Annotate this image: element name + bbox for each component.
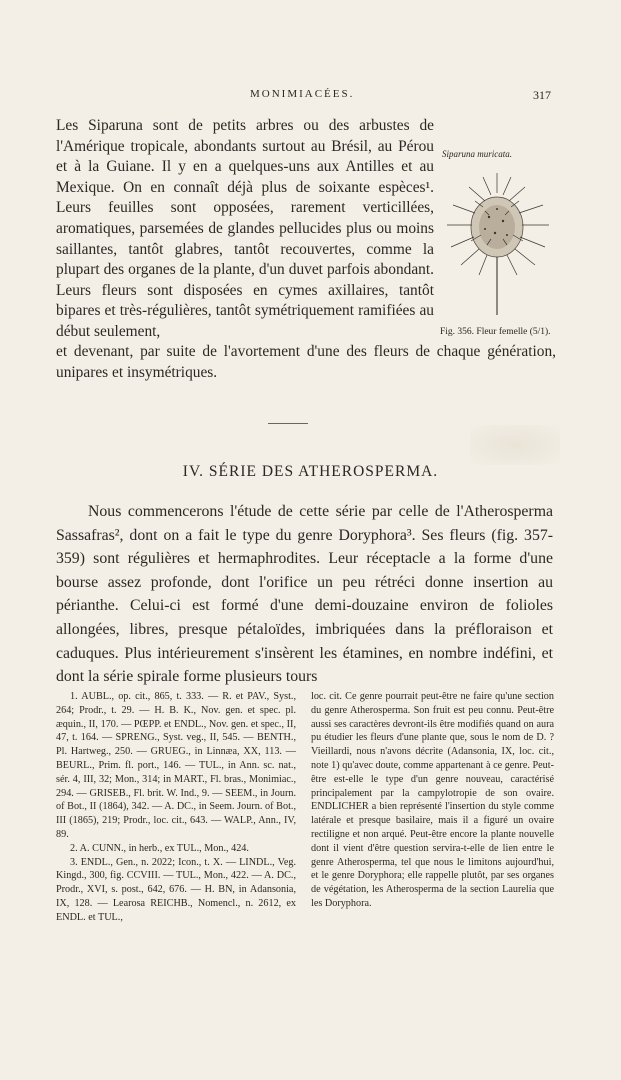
section-divider (268, 423, 308, 424)
footnote: 2. A. CUNN., in herb., ex TUL., Mon., 424. (70, 842, 249, 854)
footnote: 1. AUBL., op. cit., 865, t. 333. — R. et PAV., Syst., 264; Prodr., t. 29. — H. B. K., Nov. gen. et spec. pl. æquin., II, 170. — PŒPP. et ENDL., Nov. gen. et spec., II, 47, t. 164. — SPRENG., Syst. veg., II, 545. — BENTH., Pl. Hartweg., 250. — GRUEG., in Linnæa, XX, 113. — BEURL., Prim. fl. port., 146. — TUL., in Ann. sc. nat., sér. 4, III, 32; Mon., 314; in MART., Fl. bras., Monimiac., 294. — GRISEB., Fl. brit. W. Ind., 9. — SEEM., in Journ. of Bot., II (1864), 342. — A. DC., in Seem. Journ. of Bot., III (1865), 219; Prodr., loc. cit., 643. — WALP., Ann., IV, 89. (56, 691, 296, 840)
page-number: 317 (533, 88, 551, 102)
body-paragraph: Nous commencerons l'étude de cette série par celle de l'Atherosperma Sassafras², dont on a fait le type du genre Doryphora³. Ses fleurs (fig. 357-359) sont régulières et hermaphrodites. Leur réceptacle a la forme d'une bourse assez profonde, dont l'orifice un peu rétréci donne insertion au périanthe. Celui-ci est formé d'une demi-douzaine environ de folioles allongées, libres, presque pétaloïdes, imbriquées dans la préfloraison et caduques. Plus intérieurement s'insèrent les étamines, en nombre indéfini, et dont la série spirale forme plusieurs tours (56, 503, 553, 686)
footnotes-right-column (311, 690, 554, 948)
figure-caption: Fig. 356. Fleur femelle (5/1). (440, 327, 551, 337)
running-head (0, 88, 621, 104)
footnote: 3. ENDL., Gen., n. 2022; Icon., t. X. — LINDL., Veg. Kingd., 300, fig. CCVIII. — TUL., Mon., 422. — A. DC., Prodr., XVI, s. post., 642, 676. — H. BN, in Adansonia, IX, 128. — Learosa REICHB., Nomencl., n. 2612, ex ENDL. et TUL., (56, 856, 296, 923)
intro-paragraph-tail: et devenant, par suite de l'avortement d'une des fleurs de chaque génération, unipares et insymétriques. (56, 343, 556, 381)
running-title: MONIMIACÉES. (250, 88, 355, 100)
paper-stain (470, 425, 560, 465)
figure-title: Siparuna muricata. (442, 149, 513, 159)
section-title: IV. SÉRIE DES ATHEROSPERMA. (182, 463, 439, 480)
intro-paragraph: Les Siparuna sont de petits arbres ou des arbustes de l'Amérique tropicale, abondants surtout au Brésil, au Pérou et à la Guiane. Il y en a quelques-uns aux Antilles et au Mexique. On en connaît déjà plus de soixante espèces¹. Leurs feuilles sont opposées, rarement verticillées, aromatiques, parsemées de glandes pellucides plus ou moins saillantes, tantôt glabres, tantôt recouvertes, comme la plupart des organes de la plante, d'un duvet parfois abondant. Leurs fleurs sont disposées en cymes axillaires, tantôt bipares et très-régulières, tantôt symétriquement ramifiées au début seulement, (56, 117, 434, 340)
footnotes-left-column (56, 690, 296, 948)
footnote-continuation: loc. cit. Ce genre pourrait peut-être ne faire qu'une section du genre Atherosperma. Son fruit est peu connu. Peut-être aussi ses caractères devront-ils être modifiés quand on aura pu étudier les fleurs d'une plante que, sous le nom de D. ? Vieillardi, nous n'avons décrite (Adansonia, IX, loc. cit., note 1) qu'avec doute, comme appartenant à ce genre. Peut-être est-elle le type d'un genre nouveau, caractérisé principalement par la campylotropie de son ovaire. ENDLICHER a bien représenté l'insertion du style comme latérale et presque basilaire, mais il a figuré un ovaire rectiligne et non arqué. Peut-être encore la plante nouvelle dont il vient d'être question servira-t-elle de lien entre le genre Atherosperma, tel que nous le limitons aujourd'hui, et le genre Doryphora; elle rappelle plutôt, par ses organes de végétation, les Atherosperma de la section Laurelia que les Doryphora. (311, 691, 554, 909)
spiny-flower-illustration (439, 165, 559, 320)
